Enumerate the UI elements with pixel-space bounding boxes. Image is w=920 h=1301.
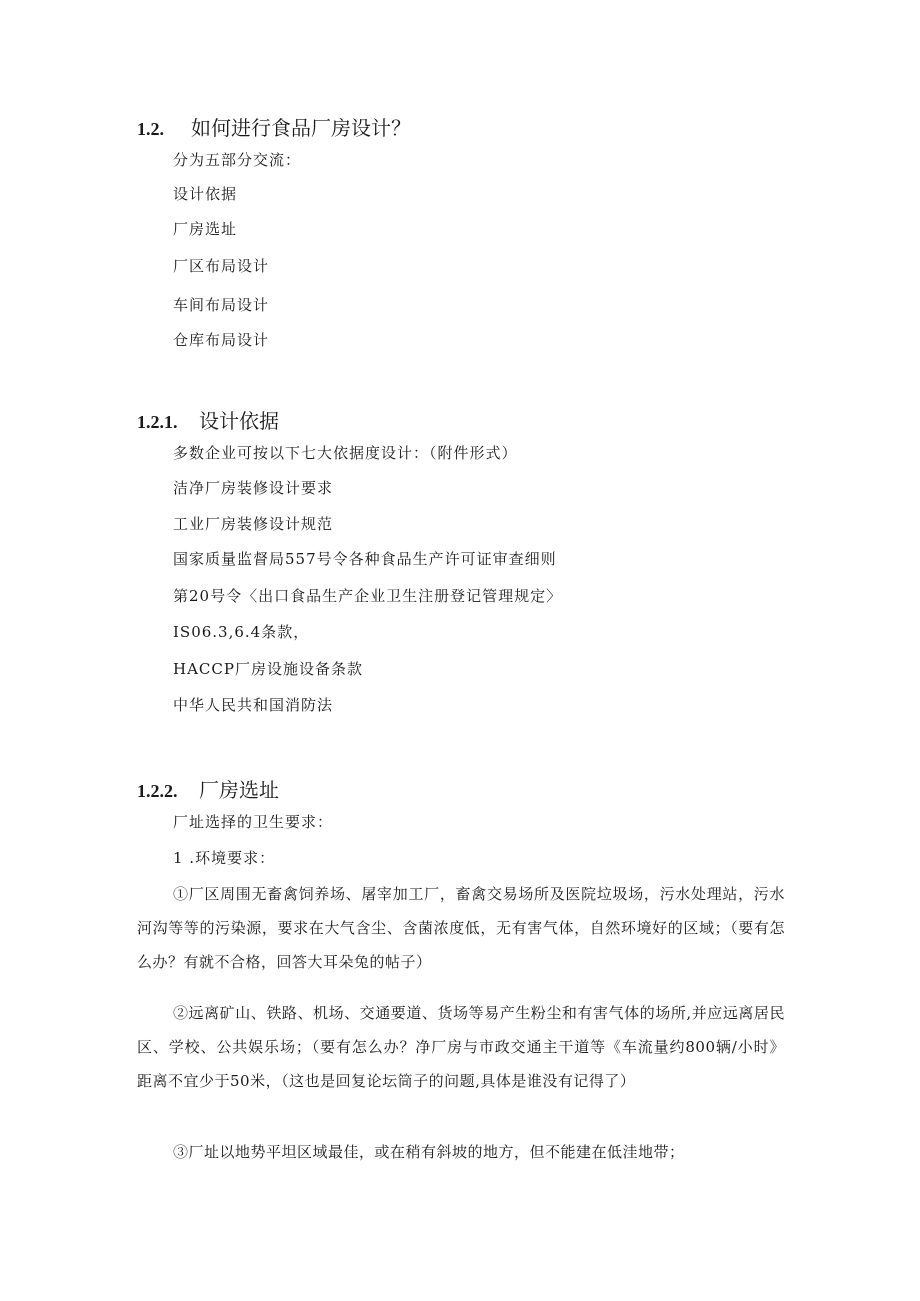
- list-item: IS06.3,6.4条款，: [173, 623, 310, 641]
- sub-heading: 1 .环境要求：: [173, 849, 276, 867]
- list-item: 国家质量监督局557号令各种食品生产许可证审查细则: [173, 550, 557, 568]
- paragraph: ①厂区周围无畜禽饲养场、屠宰加工厂，畜禽交易场所及医院垃圾场，污水处理站，污水河沟等等的污染源，要求在大气含尘、含菌浓度低，无有害气体，自然环境好的区域；（要有怎么办？有就不合格，回答大耳朵兔的帖子）: [137, 885, 785, 971]
- list-item: 洁净厂房装修设计要求: [173, 479, 334, 497]
- list-item: 厂房选址: [173, 220, 238, 238]
- section-intro: 分为五部分交流：: [173, 151, 302, 169]
- section-heading-1-2-1: [137, 411, 279, 431]
- list-item: 设计依据: [173, 185, 238, 203]
- section-number: 1.2.: [137, 119, 164, 139]
- paragraph: ②远离矿山、铁路、机场、交通要道、货场等易产生粉尘和有害气体的场所,并应远离居民区、学校、公共娱乐场；（要有怎么办？净厂房与市政交通主干道等《车流量约800辆/小时》距离不宜少于50米，（这也是回复论坛筒子的问题,具体是谁没有记得了）: [137, 1004, 785, 1090]
- section-heading-1-2-2: [137, 780, 279, 800]
- section-title: 设计依据: [199, 409, 279, 433]
- section-heading-1-2: [137, 118, 411, 138]
- list-item: 中华人民共和国消防法: [173, 696, 334, 714]
- list-item: HACCP厂房设施设备条款: [173, 660, 363, 678]
- list-item: 车间布局设计: [173, 296, 270, 314]
- section-title: 厂房选址: [199, 778, 279, 802]
- section-title: 如何进行食品厂房设计？: [191, 116, 411, 140]
- list-item: 厂区布局设计: [173, 257, 270, 275]
- paragraph: ③厂址以地势平坦区域最佳，或在稍有斜坡的地方，但不能建在低洼地带；: [173, 1143, 685, 1161]
- section-intro: 多数企业可按以下七大依据度设计：（附件形式）: [173, 444, 518, 462]
- list-item: 第20号令〈出口食品生产企业卫生注册登记管理规定〉: [173, 587, 563, 605]
- section-number: 1.2.1.: [137, 412, 178, 432]
- list-item: 仓库布局设计: [173, 331, 270, 349]
- list-item: 工业厂房装修设计规范: [173, 515, 334, 533]
- section-number: 1.2.2.: [137, 781, 178, 801]
- section-intro: 厂址选择的卫生要求：: [173, 813, 334, 831]
